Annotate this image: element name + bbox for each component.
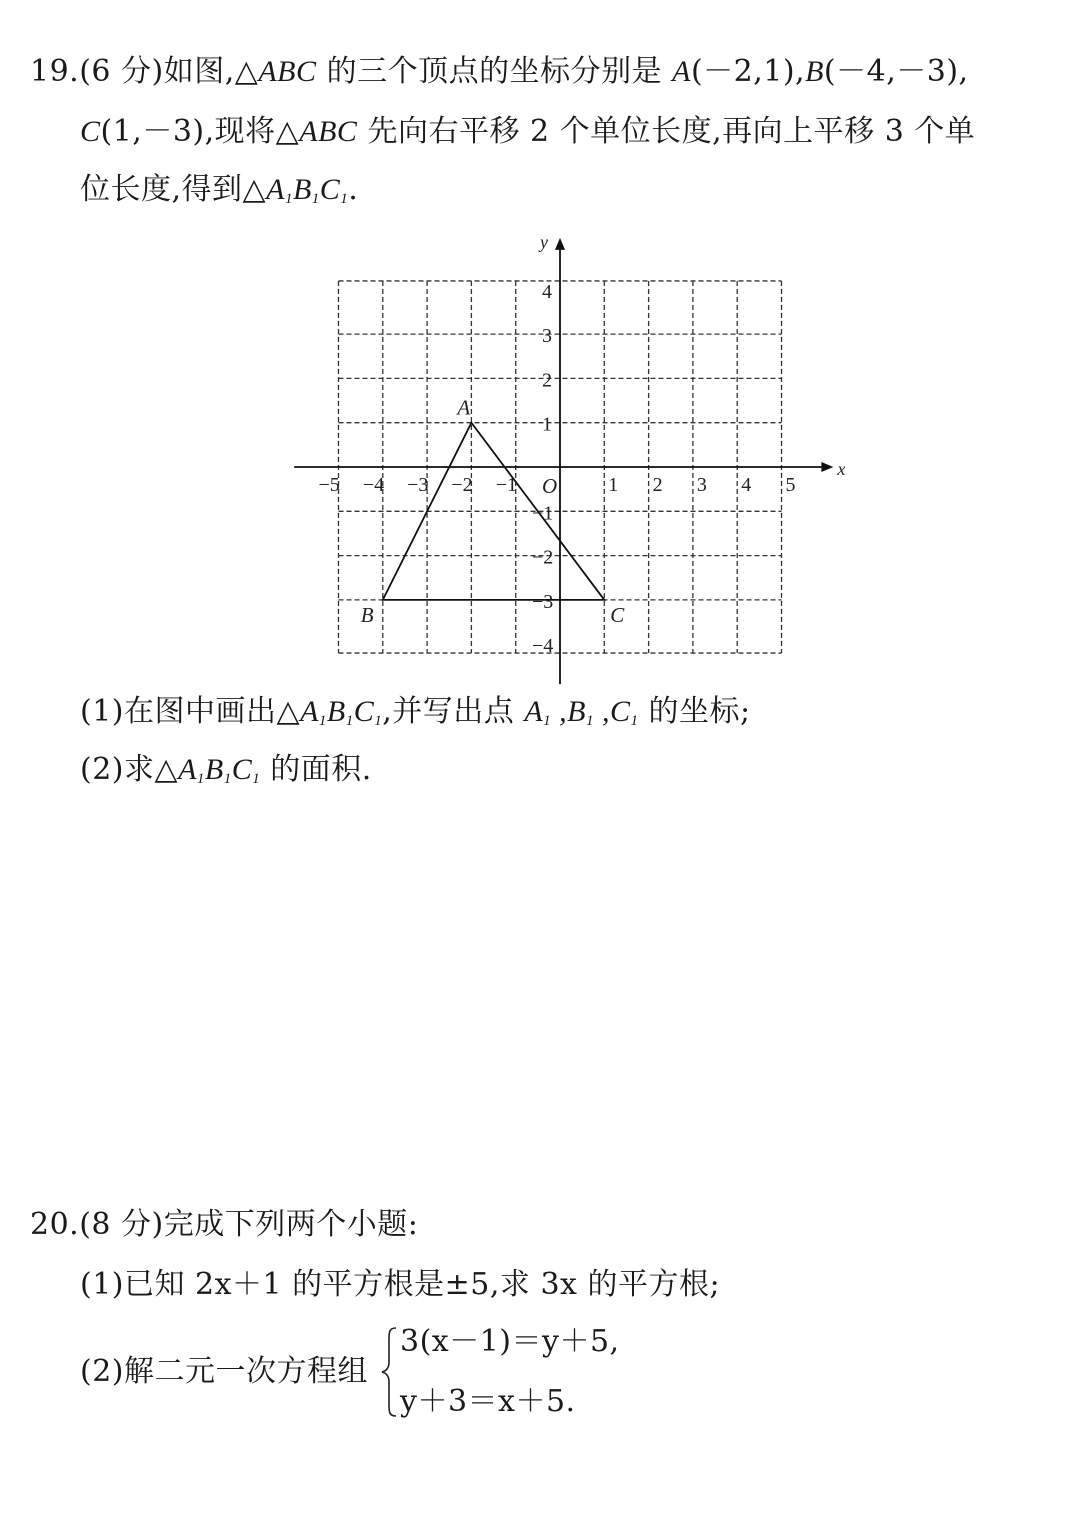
x-tick-label: −2 [451, 474, 473, 496]
q19-line-3 [80, 170, 358, 210]
triangle-a1b1c1: $A_1B_1C_1$ [300, 695, 383, 729]
q19-score: (6 分) [79, 54, 164, 89]
q19-line-1 [30, 52, 969, 92]
x-tick-label: −5 [318, 474, 340, 496]
q19-stem-text: 先向右平移 2 个单位长度,再向上平移 3 个单 [357, 114, 976, 149]
point-c-name: C [80, 115, 101, 148]
axes [294, 232, 845, 684]
point-c-coord: (1,－3),现将△ [100, 114, 300, 149]
y-tick-label: −1 [532, 502, 554, 525]
q19-stem-text: 如图,△ [163, 54, 259, 89]
triangle-name: ABC [299, 115, 358, 148]
x-tick-label: 5 [785, 474, 796, 496]
q19-stem-text: 位长度,得到△ [80, 172, 267, 207]
y-tick-label: 1 [542, 413, 552, 436]
equation-system-brace [380, 1326, 400, 1418]
q19-part-1 [80, 692, 751, 732]
triangle-name: ABC [258, 55, 317, 88]
x-tick-label: 2 [652, 474, 663, 496]
q19-part1-text: 的坐标; [638, 694, 751, 729]
y-tick-label: 2 [542, 369, 552, 392]
x-axis-arrow [821, 462, 833, 472]
q19-part-2 [80, 750, 372, 790]
equation-2: y＋3＝x＋5. [400, 1384, 576, 1419]
triangle-a1b1c1: $A_1B_1C_1$ [178, 753, 261, 787]
q19-stem-text: . [348, 172, 359, 207]
coordinate-plane [290, 225, 846, 670]
x-tick-label: −1 [495, 474, 517, 496]
q19-part2-text: 的面积. [260, 752, 372, 787]
vertex-label-b: B [360, 602, 374, 627]
q19-stem-text: 的三个顶点的坐标分别是 [316, 54, 673, 89]
y-axis-arrow [555, 238, 565, 250]
y-tick-label: 4 [542, 280, 552, 303]
x-tick-label: −4 [362, 474, 385, 496]
q20-part-2-label: (2)解二元一次方程组 [80, 1354, 368, 1389]
equation-1: 3(x－1)＝y＋5, [400, 1324, 620, 1359]
x-tick-label: 4 [741, 474, 752, 496]
q20-line-1 [30, 1205, 418, 1245]
q20-part-1: (1)已知 2x＋1 的平方根是±5,求 3x 的平方根; [80, 1267, 721, 1302]
x-tick-label: 1 [608, 474, 619, 496]
point-a-coord: (－2,1), [690, 54, 806, 89]
y-tick-label: −4 [532, 635, 554, 658]
q19-part2-text: (2)求△ [80, 752, 179, 787]
x-tick-label: −3 [407, 474, 429, 496]
triangle-a1b1c1: $A_1B_1C_1$ [266, 173, 349, 207]
vertex-label-c: C [610, 602, 625, 627]
q20-number: 20. [30, 1207, 80, 1242]
y-tick-label: 3 [542, 325, 552, 348]
y-axis-label: y [540, 231, 548, 252]
point-a-name: A [672, 55, 691, 88]
q19-part1-text: (1)在图中画出△ [80, 694, 301, 729]
y-tick-label: −3 [532, 590, 554, 613]
coordinate-figure [290, 225, 846, 670]
q19-part1-text: ,并写出点 [382, 694, 525, 729]
vertex-label-a: A [457, 395, 471, 420]
point-b-coord: (－4,－3), [823, 54, 969, 89]
x-axis-label: x [837, 459, 846, 479]
x-tick-label: 3 [696, 474, 707, 496]
points-a1-b1-c1: $A_1$ $,B_1$ $,C_1$ [524, 695, 639, 729]
q20-score: (8 分) [79, 1207, 164, 1242]
q20-stem: 完成下列两个小题: [163, 1207, 419, 1242]
origin-label: O [542, 474, 558, 498]
q19-number: 19. [30, 54, 80, 89]
q19-line-2 [80, 112, 975, 152]
point-b-name: B [805, 55, 824, 88]
y-tick-label: −2 [532, 546, 554, 569]
